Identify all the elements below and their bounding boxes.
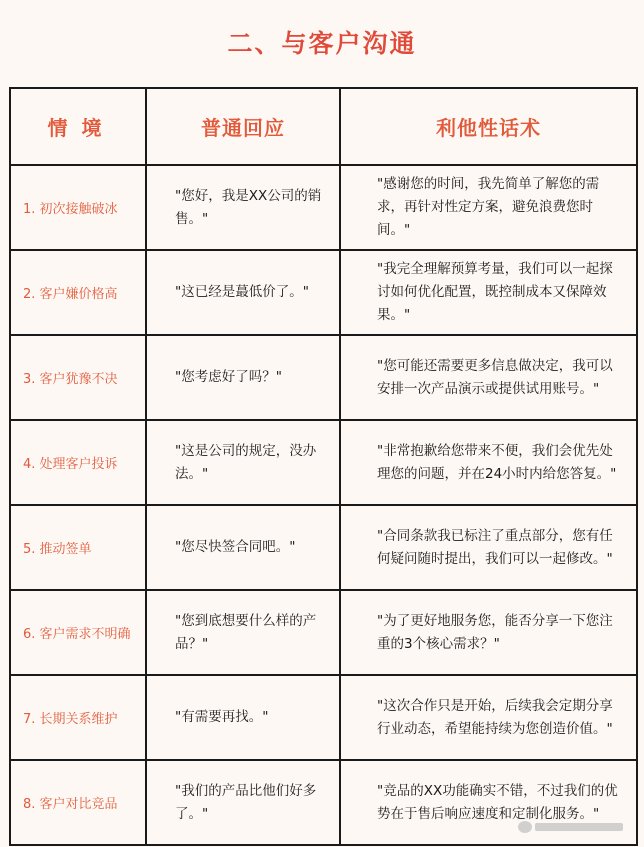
normal-response-cell: "这是公司的规定，没办法。" [146,420,340,505]
scene-cell: 3. 客户犹豫不决 [10,335,146,420]
altruistic-script-cell: "非常抱歉给您带来不便，我们会优先处理您的问题，并在24小时内给您答复。" [340,420,637,505]
table-row [10,250,637,335]
normal-response-cell: "您考虑好了吗？" [146,335,340,420]
altruistic-script-cell: "竞品的XX功能确实不错，不过我们的优势在于售后响应速度和定制化服务。" [340,760,637,845]
table-row [10,335,637,420]
normal-response-cell: "您尽快签合同吧。" [146,505,340,590]
altruistic-script-cell: "为了更好地服务您，能否分享一下您注重的3个核心需求？" [340,590,637,675]
normal-response-cell: "您好，我是XX公司的销售。" [146,165,340,250]
altruistic-script-cell: "感谢您的时间，我先简单了解您的需求，再针对性定方案，避免浪费您时间。" [340,165,637,250]
normal-response-cell: "您到底想要什么样的产品？" [146,590,340,675]
altruistic-script-cell: "您可能还需要更多信息做决定，我可以安排一次产品演示或提供试用账号。" [340,335,637,420]
altruistic-script-cell: "我完全理解预算考量，我们可以一起探讨如何优化配置，既控制成本又保障效果。" [340,250,637,335]
normal-response-cell: "这已经是蕞低价了。" [146,250,340,335]
header-normal-response: 普通回应 [146,88,340,165]
normal-response-cell: "有需要再找。" [146,675,340,760]
scene-cell: 5. 推动签单 [10,505,146,590]
scene-cell: 4. 处理客户投诉 [10,420,146,505]
normal-response-cell: "我们的产品比他们好多了。" [146,760,340,845]
scene-cell: 8. 客户对比竞品 [10,760,146,845]
watermark [518,819,628,835]
scene-cell: 6. 客户需求不明确 [10,590,146,675]
altruistic-script-cell: "合同条款我已标注了重点部分，您有任何疑问随时提出，我们可以一起修改。" [340,505,637,590]
table-header-row [10,88,637,165]
header-altruistic-script: 利他性话术 [340,88,637,165]
table-row [10,505,637,590]
page-title: 二、与客户沟通 [227,29,417,58]
table-row [10,420,637,505]
table-row [10,675,637,760]
comparison-table [9,87,638,846]
scene-cell: 2. 客户嫌价格高 [10,250,146,335]
header-scene: 情境 [10,88,146,165]
scene-cell: 1. 初次接触破冰 [10,165,146,250]
table-row [10,165,637,250]
scene-cell: 7. 长期关系维护 [10,675,146,760]
table-row [10,590,637,675]
altruistic-script-cell: "这次合作只是开始，后续我会定期分享行业动态，希望能持续为您创造价值。" [340,675,637,760]
